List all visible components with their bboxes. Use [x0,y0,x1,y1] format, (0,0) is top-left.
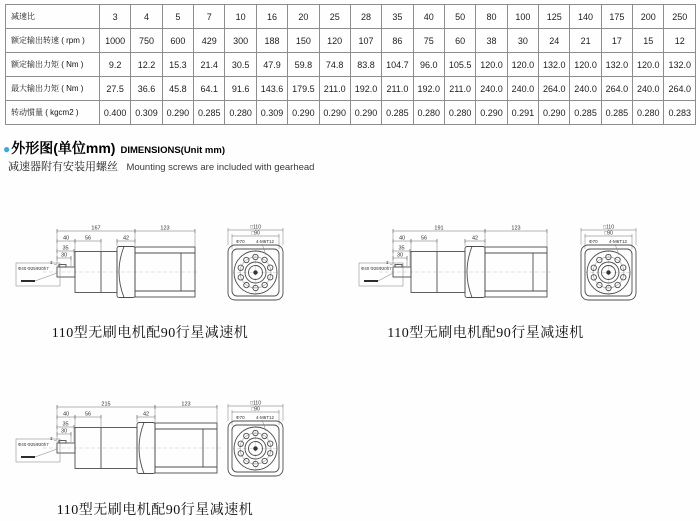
spec-cell: 0.290 [476,101,507,125]
spec-cell: 143.6 [256,77,287,101]
spec-cell: 16 [256,5,287,29]
motor-length-label: 123 [181,401,191,408]
mounting-note-zh: 减速器附有安装用螺丝 [8,161,118,173]
spec-cell: 0.291 [507,101,538,125]
row-label: 转动惯量 ( kgcm2 ) [6,101,100,125]
motor-length-label: 123 [511,225,521,232]
spec-cell: 0.280 [225,101,256,125]
motor-drawing-top-left [15,210,315,310]
spec-cell: 60 [444,29,475,53]
spec-cell: 30 [507,29,538,53]
spec-cell: 240.0 [476,77,507,101]
spec-cell: 120.0 [476,53,507,77]
spec-cell: 105.5 [444,53,475,77]
front-pilot-label: Φ70 [589,239,598,244]
front-inner-square-label: □90 [251,406,260,413]
spec-cell: 120.0 [570,53,601,77]
spec-cell: 240.0 [570,77,601,101]
spec-cell: 175 [601,5,632,29]
spec-cell: 0.280 [444,101,475,125]
spec-cell: 35 [382,5,413,29]
spec-cell: 75 [413,29,444,53]
row-label: 额定输出转速 ( rpm ) [6,29,100,53]
spec-cell: 300 [225,29,256,53]
key-dim-label: 3 [50,260,53,265]
spec-cell: 21 [570,29,601,53]
spec-table-body [6,5,696,125]
spec-cell: 15.3 [162,53,193,77]
key-dim-label: 3 [386,260,389,265]
dim-label: 35 [62,421,69,428]
front-inner-square-label: □90 [251,230,260,237]
spec-cell: 0.290 [288,101,319,125]
spec-cell: 188 [256,29,287,53]
dim-label: 42 [142,411,150,418]
spec-cell: 50 [444,5,475,29]
spec-row [6,101,696,125]
dim-label: 56 [84,411,92,418]
spec-cell: 240.0 [507,77,538,101]
spec-cell: 25 [319,5,350,29]
dim-label: 42 [122,235,130,242]
spec-cell: 15 [633,29,664,53]
spec-cell: 120 [319,29,350,53]
front-outer-square-label: □110 [250,400,261,407]
spec-cell: 5 [162,5,193,29]
spec-cell: 211.0 [444,77,475,101]
spec-cell: 107 [350,29,381,53]
spec-cell: 120.0 [507,53,538,77]
motor-length-label: 123 [160,225,170,232]
spec-cell: 28 [350,5,381,29]
spec-cell: 0.283 [664,101,696,125]
section-title-zh: 外形图(单位mm) [11,140,116,156]
spec-row [6,29,696,53]
total-length-label: 191 [434,225,444,232]
spec-cell: 0.290 [319,101,350,125]
spec-cell: 0.280 [413,101,444,125]
spec-cell: 12 [664,29,696,53]
spec-cell: 104.7 [382,53,413,77]
row-label: 减速比 [6,5,100,29]
drawing-caption-3: 110型无刷电机配90行星减速机 [56,503,254,518]
spec-cell: 0.400 [100,101,131,125]
spec-row [6,5,696,29]
spec-cell: 250 [664,5,696,29]
front-outer-square-label: □110 [250,224,261,231]
spec-cell: 80 [476,5,507,29]
front-pilot-label: Φ70 [236,239,245,244]
dim-label: 40 [62,411,70,418]
dim-label: 35 [62,245,69,252]
spec-cell: 47.9 [256,53,287,77]
spec-cell: 211.0 [382,77,413,101]
total-length-label: 167 [91,225,101,232]
front-holes-label: 4-M6T12 [256,239,275,244]
row-label: 额定输出力矩 ( Nm ) [6,53,100,77]
dim-label: 30 [60,428,68,435]
spec-cell: 4 [131,5,162,29]
spec-cell: 264.0 [664,77,696,101]
spec-row [6,53,696,77]
front-inner-square-label: □90 [604,230,613,237]
spec-cell: 0.309 [131,101,162,125]
spec-cell: 140 [570,5,601,29]
row-label: 最大输出力矩 ( Nm ) [6,77,100,101]
spec-cell: 10 [225,5,256,29]
spec-cell: 0.280 [633,101,664,125]
bullet-icon: ● [3,142,11,156]
spec-cell: 64.1 [194,77,225,101]
spec-table [5,4,696,125]
spec-cell: 132.0 [539,53,570,77]
spec-cell: 125 [539,5,570,29]
spec-cell: 0.285 [382,101,413,125]
spec-cell: 17 [601,29,632,53]
spec-cell: 429 [194,29,225,53]
section-title-en: DIMENSIONS(Unit mm) [120,145,225,156]
spec-cell: 264.0 [539,77,570,101]
spec-cell: 100 [507,5,538,29]
spec-cell: 12.2 [131,53,162,77]
dim-label: 30 [396,252,404,259]
spec-cell: 192.0 [413,77,444,101]
spec-cell: 40 [413,5,444,29]
motor-drawing-bottom [15,386,315,486]
shaft-spec-label: Φ40 Φ25Φ20h7 [18,442,49,447]
shaft-spec-label: Φ40 Φ25Φ20h7 [18,266,49,271]
mounting-note [8,157,314,175]
shaft-spec-label: Φ40 Φ25Φ20h7 [361,266,392,271]
spec-cell: 7 [194,5,225,29]
front-holes-label: 4-M6T12 [256,415,275,420]
dim-label: 30 [60,252,68,259]
dim-label: 42 [471,235,479,242]
spec-cell: 150 [288,29,319,53]
motor-drawing-top-right [358,210,658,310]
dim-label: 40 [62,235,70,242]
spec-cell: 86 [382,29,413,53]
spec-cell: 600 [162,29,193,53]
spec-row [6,77,696,101]
dim-label: 56 [420,235,428,242]
drawing-caption-1: 110型无刷电机配90行星减速机 [51,326,249,341]
spec-cell: 21.4 [194,53,225,77]
spec-cell: 192.0 [350,77,381,101]
mounting-note-en: Mounting screws are included with gearhead [126,162,315,173]
spec-cell: 1000 [100,29,131,53]
dim-label: 40 [398,235,406,242]
dim-label: 56 [84,235,92,242]
spec-cell: 200 [633,5,664,29]
spec-cell: 30.5 [225,53,256,77]
dim-label: 35 [398,245,405,252]
spec-cell: 264.0 [601,77,632,101]
front-holes-label: 4-M6T12 [609,239,628,244]
spec-cell: 120.0 [633,53,664,77]
front-pilot-label: Φ70 [236,415,245,420]
spec-cell: 74.8 [319,53,350,77]
spec-cell: 38 [476,29,507,53]
spec-cell: 20 [288,5,319,29]
spec-cell: 0.285 [601,101,632,125]
total-length-label: 215 [101,401,111,408]
spec-cell: 59.8 [288,53,319,77]
spec-cell: 27.5 [100,77,131,101]
spec-cell: 3 [100,5,131,29]
spec-cell: 96.0 [413,53,444,77]
spec-cell: 0.290 [162,101,193,125]
spec-cell: 9.2 [100,53,131,77]
spec-cell: 91.6 [225,77,256,101]
spec-cell: 132.0 [601,53,632,77]
spec-cell: 0.285 [194,101,225,125]
spec-cell: 750 [131,29,162,53]
spec-cell: 24 [539,29,570,53]
dimensions-section-header [3,138,225,158]
spec-cell: 0.285 [570,101,601,125]
spec-cell: 179.5 [288,77,319,101]
spec-cell: 211.0 [319,77,350,101]
front-outer-square-label: □110 [603,224,614,231]
drawing-caption-2: 110型无刷电机配90行星减速机 [387,326,584,341]
spec-cell: 0.290 [539,101,570,125]
spec-cell: 0.309 [256,101,287,125]
spec-cell: 132.0 [664,53,696,77]
spec-cell: 0.290 [350,101,381,125]
spec-cell: 45.8 [162,77,193,101]
key-dim-label: 3 [50,436,53,441]
spec-cell: 36.6 [131,77,162,101]
spec-cell: 83.8 [350,53,381,77]
spec-cell: 240.0 [633,77,664,101]
